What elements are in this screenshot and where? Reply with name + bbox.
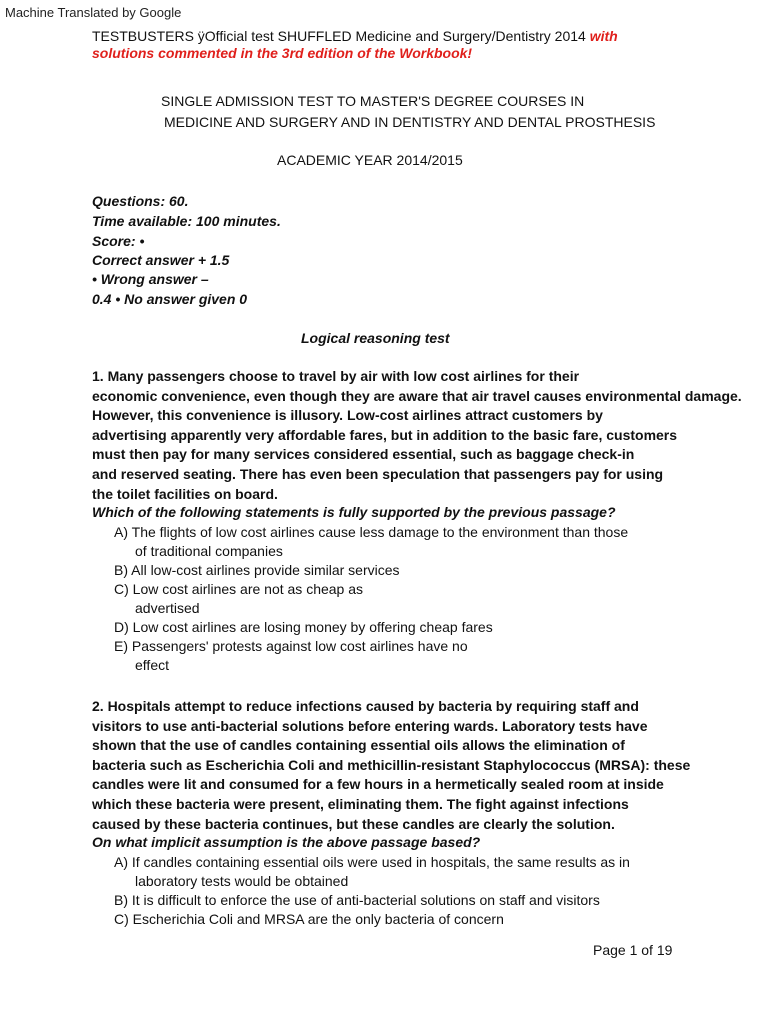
meta-wrong: • Wrong answer –: [92, 271, 209, 287]
passage-line: bacteria such as Escherichia Coli and methicillin-resistant Staphylococcus (MRSA): these: [92, 756, 691, 773]
answer-option-a[interactable]: A) The flights of low cost airlines cause less damage to the environment than those of traditional companies: [114, 524, 629, 559]
answer-option-b[interactable]: B) It is difficult to enforce the use of anti-bacterial solutions on staff and visitors: [114, 892, 600, 908]
page-number: Page 1 of 19: [593, 942, 673, 958]
translation-banner: Machine Translated by Google: [5, 5, 182, 20]
passage-line: advertising apparently very affordable fares, but in addition to the basic fare, customers: [92, 426, 678, 443]
passage-line: economic convenience, even though they are aware that air travel causes environmental damage.: [92, 387, 742, 404]
question-2-prompt: On what implicit assumption is the above passage based?: [92, 834, 481, 850]
answer-option-d[interactable]: D) Low cost airlines are losing money by offering cheap fares: [114, 619, 493, 635]
question-2-options: [114, 853, 630, 929]
meta-time: Time available: 100 minutes.: [92, 213, 281, 229]
passage-line: the toilet facilities on board.: [92, 485, 278, 502]
answer-option-c[interactable]: C) Low cost airlines are not as cheap as advertised: [114, 581, 364, 616]
answer-option-c[interactable]: C) Escherichia Coli and MRSA are the only bacteria of concern: [114, 911, 504, 927]
passage-line: which these bacteria were present, eliminating them. The fight against infections: [92, 795, 629, 812]
question-1-prompt: Which of the following statements is fully supported by the previous passage?: [92, 504, 616, 520]
header-line1: TESTBUSTERS ÿOfficial test SHUFFLED Medicine and Surgery/Dentistry 2014: [92, 28, 590, 44]
header-line2-red: solutions commented in the 3rd edition of the Workbook!: [92, 45, 473, 61]
answer-option-a[interactable]: A) If candles containing essential oils were used in hospitals, the same results as in laboratory tests would be obtained: [114, 854, 630, 889]
passage-line: visitors to use anti-bacterial solutions before entering wards. Laboratory tests have: [92, 717, 648, 734]
question-1-options: [114, 523, 628, 675]
answer-option-b[interactable]: B) All low-cost airlines provide similar services: [114, 562, 400, 578]
exam-title-line1: SINGLE ADMISSION TEST TO MASTER'S DEGREE COURSES IN: [161, 93, 585, 109]
meta-score: Score: •: [92, 233, 145, 249]
section-title: Logical reasoning test: [301, 330, 450, 346]
question-1-passage: [92, 367, 742, 504]
meta-questions: Questions: 60.: [92, 193, 189, 209]
passage-line: caused by these bacteria continues, but these candles are clearly the solution.: [92, 815, 615, 832]
meta-no-answer: 0.4 • No answer given 0: [92, 291, 248, 307]
document-header: [92, 28, 618, 62]
exam-title-line2: MEDICINE AND SURGERY AND IN DENTISTRY AND DENTAL PROSTHESIS: [164, 114, 656, 130]
header-line1-red: with: [589, 28, 618, 44]
passage-line: must then pay for many services considered essential, such as baggage check-in: [92, 446, 635, 463]
passage-line: 2. Hospitals attempt to reduce infections caused by bacteria by requiring staff and: [92, 698, 639, 714]
passage-line: However, this convenience is illusory. Low-cost airlines attract customers by: [92, 407, 603, 424]
meta-correct: Correct answer + 1.5: [92, 252, 230, 268]
passage-line: and reserved seating. There has even been speculation that passengers pay for using: [92, 465, 664, 482]
passage-line: shown that the use of candles containing essential oils allows the elimination of: [92, 737, 625, 754]
academic-year: ACADEMIC YEAR 2014/2015: [277, 152, 463, 168]
passage-line: candles were lit and consumed for a few hours in a hermetically sealed room at inside: [92, 776, 664, 793]
question-2-passage: [92, 697, 690, 834]
passage-line: 1. Many passengers choose to travel by air with low cost airlines for their: [92, 368, 580, 384]
answer-option-e[interactable]: E) Passengers' protests against low cost airlines have no effect: [114, 638, 468, 673]
